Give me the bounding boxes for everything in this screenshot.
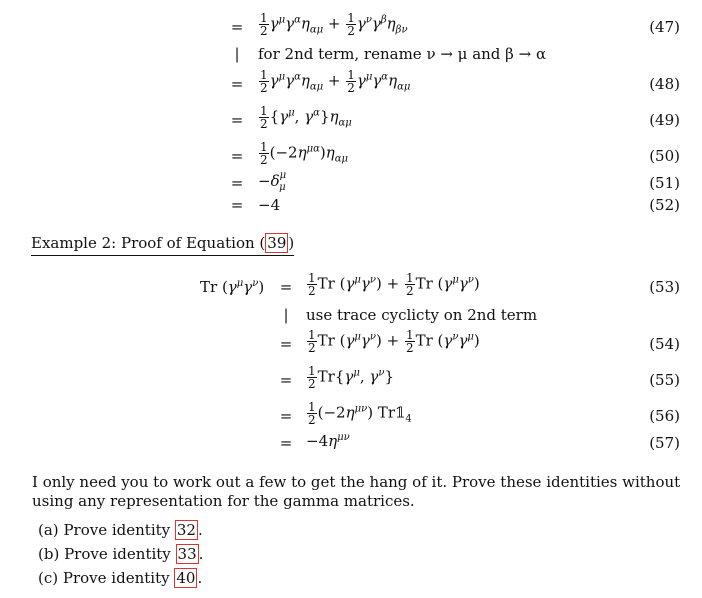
equation-ref-link[interactable]: 39: [267, 234, 287, 252]
equation-ref-link[interactable]: 32: [176, 521, 196, 539]
equation-number: (55): [649, 371, 680, 389]
relation-symbol: =: [279, 407, 293, 425]
equation-rhs-56: $\frac{1}{2}$ $(-2\eta^{\mu\nu})$ $Tr𝟙_4$: [308, 400, 412, 427]
equation-number: (48): [649, 75, 680, 93]
derivation-comment: use trace cyclicty on 2nd term: [306, 306, 538, 324]
equation-ref-link[interactable]: 40: [176, 569, 196, 587]
list-item: (c) Prove identity 40 .: [38, 569, 203, 587]
equation-number: (54): [649, 335, 680, 353]
equation-number: (51): [649, 174, 680, 192]
equation-number: (53): [649, 278, 680, 296]
equation-rhs-53: $\frac{1}{2}$ Tr $(\gamma^\mu\gamma^\nu)$ + $\frac{1}{2}$ Tr $(\gamma^\mu\gamma^\nu)$: [308, 271, 480, 298]
equation-rhs-50: $\frac{1}{2}$ $(-2\eta^{\mu\alpha})\eta_{\alpha\mu}$: [260, 140, 348, 167]
relation-symbol: =: [230, 174, 244, 192]
relation-symbol: =: [230, 75, 244, 93]
equation-rhs-47: $\frac{1}{2}$ $\gamma^\mu\gamma^\alpha\eta_{\alpha\mu}$ + $\frac{1}{2}$ $\gamma^\nu\gamma^\beta\eta_{\beta\nu}$: [260, 11, 408, 38]
list-item: (a) Prove identity 32 .: [38, 521, 203, 539]
relation-symbol: =: [279, 371, 293, 389]
relation-symbol: =: [230, 111, 244, 129]
relation-symbol: =: [279, 278, 293, 296]
equation-rhs-57: $-4\eta^{\mu\nu}$: [306, 432, 350, 450]
equation-number: (47): [649, 18, 680, 36]
relation-symbol: =: [230, 196, 244, 214]
equation-number: (57): [649, 434, 680, 452]
example2-title: Example 2: Proof of Equation ( 39 ): [31, 234, 294, 256]
equation-lhs: Tr $(\gamma^\mu\gamma^\nu)$: [200, 278, 265, 296]
instruction-paragraph: I only need you to work out a few to get the hang of it. Prove these identities without using any representation for the gamma matrices.: [32, 473, 681, 510]
relation-symbol: =: [230, 147, 244, 165]
equation-ref-link[interactable]: 33: [177, 545, 197, 563]
comment-bar: |: [234, 45, 240, 63]
equation-number: (49): [649, 111, 680, 129]
comment-bar: |: [283, 306, 289, 324]
relation-symbol: =: [230, 18, 244, 36]
equation-rhs-54: $\frac{1}{2}$ Tr $(\gamma^\mu\gamma^\nu)$ + $\frac{1}{2}$ Tr $(\gamma^\nu\gamma^\mu)$: [308, 328, 480, 355]
equation-rhs-52: −4: [258, 196, 281, 214]
equation-number: (52): [649, 196, 680, 214]
derivation-comment: for 2nd term, rename ν → μ and β → α: [258, 45, 547, 63]
equation-rhs-51: $-\delta^\mu_\mu$: [258, 170, 287, 193]
equation-rhs-49: $\frac{1}{2}$ {$\gamma^\mu$, $\gamma^\alpha\}\eta_{\alpha\mu}$: [260, 104, 352, 131]
equation-number: (56): [649, 407, 680, 425]
list-item: (b) Prove identity 33 .: [38, 545, 204, 563]
relation-symbol: =: [279, 434, 293, 452]
equation-number: (50): [649, 147, 680, 165]
equation-rhs-48: $\frac{1}{2}$ $\gamma^\mu\gamma^\alpha\eta_{\alpha\mu}$ + $\frac{1}{2}$ $\gamma^\mu\gamma^\alpha\eta_{\alpha\mu}$: [260, 68, 411, 95]
relation-symbol: =: [279, 335, 293, 353]
equation-rhs-55: $\frac{1}{2}$ $Tr\{\gamma^\mu$, $\gamma^\nu$}: [308, 364, 394, 391]
